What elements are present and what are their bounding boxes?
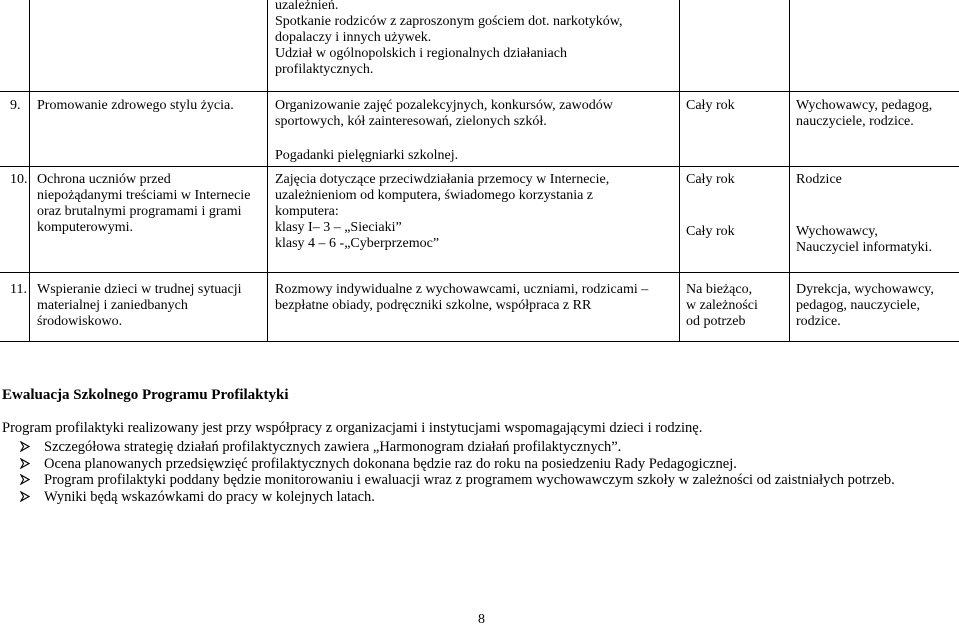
term-spacer <box>686 188 735 224</box>
task-line: uzależnieniom od komputera, świadomego korzystania z <box>275 188 594 203</box>
list-item <box>20 456 895 473</box>
task-line: klasy I– 3 – „Sieciaki” <box>275 220 402 235</box>
row-10-term <box>686 172 735 240</box>
task-line: sportowych, kół zainteresowań, zielonych szkół. <box>275 114 547 129</box>
list-item <box>20 439 895 456</box>
task-line: Rozmowy indywidualne z wychowawcami, uczniami, rodzicami – <box>275 282 649 297</box>
top-line: uzależnień. <box>275 0 339 13</box>
table-divider-9 <box>0 91 959 92</box>
row-11-tasks <box>275 282 648 314</box>
responsible-line: pedagog, nauczyciele, <box>796 298 920 313</box>
task-line: Pogadanki pielęgniarki szkolnej. <box>275 148 459 163</box>
area-line: środowiskowo. <box>37 314 123 329</box>
arrow-bullet-icon <box>20 491 30 502</box>
responsible-line: Nauczyciel informatyki. <box>796 240 933 255</box>
row-9-tasks <box>275 98 613 164</box>
term-line: od potrzeb <box>686 314 746 329</box>
row-9-term: Cały rok <box>686 98 735 113</box>
task-line: Organizowanie zajęć pozalekcyjnych, konkursów, zawodów <box>275 98 613 113</box>
area-line: Wspieranie dzieci w trudnej sytuacji <box>37 282 242 297</box>
row-11-responsible <box>796 282 934 330</box>
area-line: Ochrona uczniów przed <box>37 172 171 187</box>
bullet-text: Szczegółowa strategię działań profilaktycznych zawiera „Harmonogram działań profilaktycznych”. <box>44 439 622 455</box>
bullet-text: Wyniki będą wskazówkami do pracy w kolejnych latach. <box>44 488 375 505</box>
row-11-area <box>37 282 241 330</box>
evaluation-intro: Program profilaktyki realizowany jest przy współpracy z organizacjami i instytucjami wspomagającymi dzieci i rodzinę. <box>2 420 703 436</box>
area-line: niepożądanymi treściami w Internecie <box>37 188 251 203</box>
area-line: materialnej i zaniedbanych <box>37 298 188 313</box>
list-item <box>20 472 895 489</box>
col-border-2 <box>267 0 268 342</box>
area-line: oraz brutalnymi programami i grami <box>37 204 242 219</box>
arrow-bullet-icon <box>20 458 30 469</box>
arrow-bullet-icon <box>20 474 30 485</box>
responsible-line: Rodzice <box>796 172 842 187</box>
col-border-1 <box>29 0 30 342</box>
row-11-term <box>686 282 758 330</box>
arrow-bullet-icon <box>20 441 30 452</box>
table-bottom-border <box>0 341 959 342</box>
bullet-text: Ocena planowanych przedsięwzięć profilaktycznych dokonana będzie raz do roku na posiedzeniu Rady Pedagogicznej. <box>44 455 737 472</box>
row-10-responsible <box>796 172 932 256</box>
task-line: klasy 4 – 6 -„Cyberprzemoc” <box>275 236 440 251</box>
responsible-line: Wychowawcy, pedagog, <box>796 98 933 113</box>
row-11-number: 11. <box>10 282 27 297</box>
responsible-line: Wychowawcy, <box>796 224 878 239</box>
bullet-text: Program profilaktyki poddany będzie monitorowaniu i ewaluacji wraz z programem wychowawczym szkoły w zależności od zaistniałych potrzeb. <box>44 472 895 488</box>
responsible-line: rodzice. <box>796 314 841 329</box>
row-10-tasks <box>275 172 609 252</box>
table-divider-10 <box>0 166 959 167</box>
top-line: Udział w ogólnopolskich i regionalnych działaniach <box>275 46 567 61</box>
row-10-number: 10. <box>10 172 28 187</box>
responsible-spacer <box>796 188 932 224</box>
top-fragment <box>275 0 622 78</box>
term-line: Cały rok <box>686 172 735 187</box>
responsible-line: Dyrekcja, wychowawcy, <box>796 282 934 297</box>
top-line: dopalaczy i innych używek. <box>275 30 432 45</box>
term-line: Cały rok <box>686 224 735 239</box>
row-9-responsible <box>796 98 932 130</box>
col-border-4 <box>789 0 790 342</box>
task-line: Zajęcia dotyczące przeciwdziałania przemocy w Internecie, <box>275 172 610 187</box>
list-item <box>20 489 895 506</box>
evaluation-bullet-list <box>20 439 895 505</box>
row-9-number: 9. <box>10 98 21 113</box>
top-line: profilaktycznych. <box>275 62 374 77</box>
task-line: bezpłatne obiady, podręczniki szkolne, współpraca z RR <box>275 298 592 313</box>
area-line: komputerowymi. <box>37 220 134 235</box>
responsible-line: nauczyciele, rodzice. <box>796 114 914 129</box>
evaluation-heading: Ewaluacja Szkolnego Programu Profilaktyki <box>2 387 289 403</box>
table-divider-11 <box>0 272 959 273</box>
row-9-area: Promowanie zdrowego stylu życia. <box>37 98 234 113</box>
term-line: w zależności <box>686 298 758 313</box>
task-line <box>275 130 613 148</box>
col-border-3 <box>679 0 680 342</box>
term-line: Na bieżąco, <box>686 282 753 297</box>
page-number: 8 <box>478 612 485 627</box>
task-line: komputera: <box>275 204 339 219</box>
row-10-area <box>37 172 250 236</box>
top-line: Spotkanie rodziców z zaproszonym gościem dot. narkotyków, <box>275 14 623 29</box>
